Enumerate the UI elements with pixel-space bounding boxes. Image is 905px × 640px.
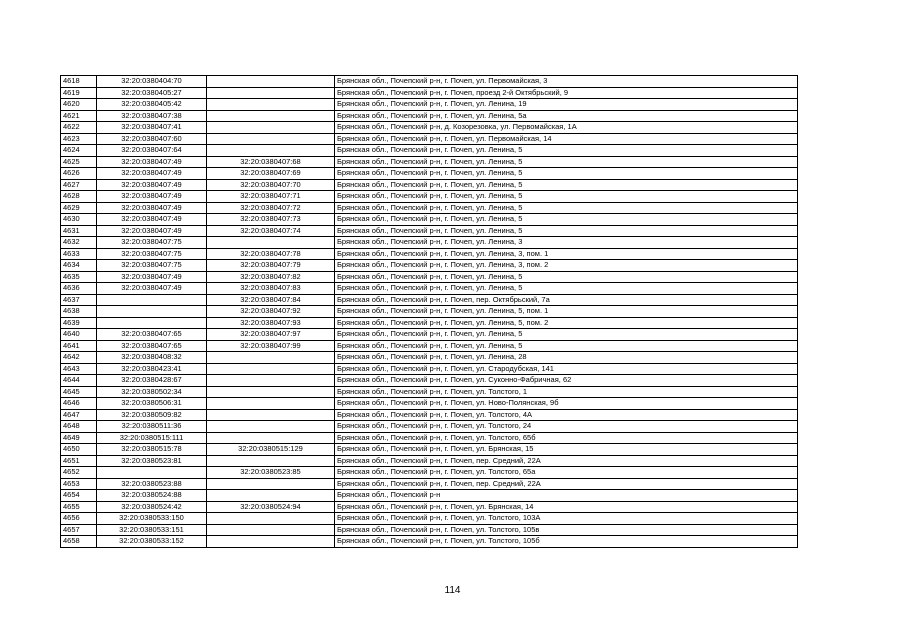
- table-row: [61, 271, 798, 283]
- related-cadastral-number-cell: 32:20:0380407:82: [207, 271, 335, 283]
- address-cell: Брянская обл., Почепский р-н, г. Почеп, ул. Ленина, 5: [335, 225, 798, 237]
- table-row: [61, 202, 798, 214]
- cadastral-number-cell: [97, 306, 207, 318]
- table-row: [61, 409, 798, 421]
- related-cadastral-number-cell: [207, 145, 335, 157]
- address-cell: Брянская обл., Почепский р-н, г. Почеп, ул. Ленина, 3, пом. 1: [335, 248, 798, 260]
- related-cadastral-number-cell: 32:20:0380407:84: [207, 294, 335, 306]
- table-row: [61, 352, 798, 364]
- row-number-cell: 4642: [61, 352, 97, 364]
- table-row: [61, 283, 798, 295]
- row-number-cell: 4626: [61, 168, 97, 180]
- cadastral-number-cell: 32:20:0380428:67: [97, 375, 207, 387]
- address-cell: Брянская обл., Почепский р-н, г. Почеп, ул. Ново-Полянская, 9б: [335, 398, 798, 410]
- cadastral-number-cell: 32:20:0380407:41: [97, 122, 207, 134]
- related-cadastral-number-cell: [207, 490, 335, 502]
- table-row: [61, 478, 798, 490]
- address-cell: Брянская обл., Почепский р-н, г. Почеп, ул. Ленина, 5, пом. 1: [335, 306, 798, 318]
- cadastral-number-cell: 32:20:0380405:42: [97, 99, 207, 111]
- related-cadastral-number-cell: [207, 363, 335, 375]
- row-number-cell: 4631: [61, 225, 97, 237]
- table-row: [61, 524, 798, 536]
- related-cadastral-number-cell: [207, 409, 335, 421]
- related-cadastral-number-cell: 32:20:0380407:83: [207, 283, 335, 295]
- address-cell: Брянская обл., Почепский р-н, г. Почеп, ул. Ленина, 5: [335, 202, 798, 214]
- table-row: [61, 237, 798, 249]
- row-number-cell: 4640: [61, 329, 97, 341]
- row-number-cell: 4632: [61, 237, 97, 249]
- table-row: [61, 110, 798, 122]
- row-number-cell: 4634: [61, 260, 97, 272]
- table-row: [61, 133, 798, 145]
- cadastral-number-cell: 32:20:0380407:49: [97, 225, 207, 237]
- address-cell: Брянская обл., Почепский р-н, г. Почеп, ул. Толстого, 65б: [335, 432, 798, 444]
- page-number: 114: [444, 585, 461, 596]
- address-cell: Брянская обл., Почепский р-н, г. Почеп, ул. Ленина, 5: [335, 168, 798, 180]
- address-cell: Брянская обл., Почепский р-н, г. Почеп, ул. Толстого, 105в: [335, 524, 798, 536]
- row-number-cell: 4643: [61, 363, 97, 375]
- table-row: [61, 306, 798, 318]
- address-cell: Брянская обл., Почепский р-н, г. Почеп, ул. Брянская, 14: [335, 501, 798, 513]
- related-cadastral-number-cell: 32:20:0380407:97: [207, 329, 335, 341]
- cadastral-number-cell: 32:20:0380423:41: [97, 363, 207, 375]
- cadastral-number-cell: 32:20:0380407:65: [97, 329, 207, 341]
- address-cell: Брянская обл., Почепский р-н, г. Почеп, ул. Ленина, 5: [335, 191, 798, 203]
- cadastral-number-cell: 32:20:0380407:49: [97, 283, 207, 295]
- related-cadastral-number-cell: [207, 110, 335, 122]
- related-cadastral-number-cell: 32:20:0380515:129: [207, 444, 335, 456]
- address-cell: Брянская обл., Почепский р-н, г. Почеп, ул. Ленина, 19: [335, 99, 798, 111]
- cadastral-number-cell: 32:20:0380407:49: [97, 156, 207, 168]
- cadastral-number-cell: 32:20:0380407:49: [97, 202, 207, 214]
- related-cadastral-number-cell: 32:20:0380407:68: [207, 156, 335, 168]
- row-number-cell: 4622: [61, 122, 97, 134]
- address-cell: Брянская обл., Почепский р-н, г. Почеп, ул. Толстого, 103А: [335, 513, 798, 525]
- row-number-cell: 4638: [61, 306, 97, 318]
- address-cell: Брянская обл., Почепский р-н, г. Почеп, ул. Ленина, 5: [335, 156, 798, 168]
- address-cell: Брянская обл., Почепский р-н, г. Почеп, ул. Ленина, 5: [335, 329, 798, 341]
- cadastral-number-cell: [97, 467, 207, 479]
- row-number-cell: 4644: [61, 375, 97, 387]
- row-number-cell: 4657: [61, 524, 97, 536]
- address-cell: Брянская обл., Почепский р-н, г. Почеп, ул. Ленина, 5: [335, 271, 798, 283]
- related-cadastral-number-cell: 32:20:0380407:78: [207, 248, 335, 260]
- cadastral-number-cell: 32:20:0380407:65: [97, 340, 207, 352]
- cadastral-number-cell: 32:20:0380407:49: [97, 191, 207, 203]
- address-cell: Брянская обл., Почепский р-н, г. Почеп, ул. Толстого, 4А: [335, 409, 798, 421]
- table-row: [61, 329, 798, 341]
- table-row: [61, 225, 798, 237]
- address-cell: Брянская обл., Почепский р-н, г. Почеп, ул. Ленина, 5, пом. 2: [335, 317, 798, 329]
- cadastral-number-cell: [97, 317, 207, 329]
- cadastral-number-cell: 32:20:0380407:75: [97, 237, 207, 249]
- table-row: [61, 432, 798, 444]
- table-row: [61, 421, 798, 433]
- table-row: [61, 467, 798, 479]
- related-cadastral-number-cell: 32:20:0380407:70: [207, 179, 335, 191]
- table-row: [61, 317, 798, 329]
- address-cell: Брянская обл., Почепский р-н, д. Козорезовка, ул. Первомайская, 1А: [335, 122, 798, 134]
- address-cell: Брянская обл., Почепский р-н, г. Почеп, ул. Брянская, 15: [335, 444, 798, 456]
- address-cell: Брянская обл., Почепский р-н, г. Почеп, ул. Ленина, 5: [335, 340, 798, 352]
- table-row: [61, 501, 798, 513]
- table-row: [61, 191, 798, 203]
- related-cadastral-number-cell: [207, 524, 335, 536]
- related-cadastral-number-cell: 32:20:0380523:85: [207, 467, 335, 479]
- address-cell: Брянская обл., Почепский р-н, г. Почеп, пер. Средний, 22А: [335, 455, 798, 467]
- row-number-cell: 4651: [61, 455, 97, 467]
- related-cadastral-number-cell: [207, 421, 335, 433]
- cadastral-number-cell: 32:20:0380407:38: [97, 110, 207, 122]
- cadastral-number-cell: 32:20:0380407:75: [97, 260, 207, 272]
- cadastral-number-cell: [97, 294, 207, 306]
- row-number-cell: 4655: [61, 501, 97, 513]
- table-row: [61, 99, 798, 111]
- address-cell: Брянская обл., Почепский р-н: [335, 490, 798, 502]
- row-number-cell: 4645: [61, 386, 97, 398]
- related-cadastral-number-cell: [207, 375, 335, 387]
- cadastral-number-cell: 32:20:0380515:111: [97, 432, 207, 444]
- row-number-cell: 4646: [61, 398, 97, 410]
- row-number-cell: 4628: [61, 191, 97, 203]
- related-cadastral-number-cell: [207, 386, 335, 398]
- row-number-cell: 4624: [61, 145, 97, 157]
- related-cadastral-number-cell: [207, 99, 335, 111]
- related-cadastral-number-cell: 32:20:0380407:69: [207, 168, 335, 180]
- related-cadastral-number-cell: 32:20:0380407:74: [207, 225, 335, 237]
- related-cadastral-number-cell: [207, 455, 335, 467]
- related-cadastral-number-cell: [207, 398, 335, 410]
- cadastral-number-cell: 32:20:0380405:27: [97, 87, 207, 99]
- cadastral-number-cell: 32:20:0380523:88: [97, 478, 207, 490]
- row-number-cell: 4654: [61, 490, 97, 502]
- cadastral-number-cell: 32:20:0380511:36: [97, 421, 207, 433]
- table-row: [61, 214, 798, 226]
- row-number-cell: 4649: [61, 432, 97, 444]
- table-row: [61, 122, 798, 134]
- address-cell: Брянская обл., Почепский р-н, г. Почеп, ул. Ленина, 5: [335, 179, 798, 191]
- cadastral-number-cell: 32:20:0380407:49: [97, 214, 207, 226]
- address-cell: Брянская обл., Почепский р-н, г. Почеп, пер. Октябрьский, 7а: [335, 294, 798, 306]
- related-cadastral-number-cell: 32:20:0380407:71: [207, 191, 335, 203]
- address-cell: Брянская обл., Почепский р-н, г. Почеп, ул. Первомайская, 14: [335, 133, 798, 145]
- address-cell: Брянская обл., Почепский р-н, г. Почеп, ул. Ленина, 5: [335, 214, 798, 226]
- row-number-cell: 4647: [61, 409, 97, 421]
- row-number-cell: 4630: [61, 214, 97, 226]
- row-number-cell: 4635: [61, 271, 97, 283]
- row-number-cell: 4618: [61, 76, 97, 88]
- address-cell: Брянская обл., Почепский р-н, г. Почеп, пер. Средний, 22А: [335, 478, 798, 490]
- row-number-cell: 4633: [61, 248, 97, 260]
- address-cell: Брянская обл., Почепский р-н, г. Почеп, ул. Толстого, 24: [335, 421, 798, 433]
- row-number-cell: 4636: [61, 283, 97, 295]
- table-row: [61, 87, 798, 99]
- table-row: [61, 490, 798, 502]
- table-row: [61, 156, 798, 168]
- related-cadastral-number-cell: 32:20:0380407:99: [207, 340, 335, 352]
- cadastral-number-cell: 32:20:0380509:82: [97, 409, 207, 421]
- related-cadastral-number-cell: [207, 76, 335, 88]
- table-row: [61, 536, 798, 548]
- table-row: [61, 444, 798, 456]
- table-row: [61, 398, 798, 410]
- table-row: [61, 76, 798, 88]
- row-number-cell: 4641: [61, 340, 97, 352]
- table-row: [61, 386, 798, 398]
- cadastral-number-cell: 32:20:0380533:151: [97, 524, 207, 536]
- cadastral-number-cell: 32:20:0380407:60: [97, 133, 207, 145]
- cadastral-number-cell: 32:20:0380407:75: [97, 248, 207, 260]
- related-cadastral-number-cell: 32:20:0380407:93: [207, 317, 335, 329]
- related-cadastral-number-cell: 32:20:0380407:92: [207, 306, 335, 318]
- related-cadastral-number-cell: [207, 133, 335, 145]
- related-cadastral-number-cell: [207, 237, 335, 249]
- row-number-cell: 4652: [61, 467, 97, 479]
- cadastral-number-cell: 32:20:0380523:81: [97, 455, 207, 467]
- cadastral-number-cell: 32:20:0380407:49: [97, 168, 207, 180]
- table-row: [61, 363, 798, 375]
- cadastral-number-cell: 32:20:0380524:42: [97, 501, 207, 513]
- cadastral-number-cell: 32:20:0380533:150: [97, 513, 207, 525]
- address-cell: Брянская обл., Почепский р-н, г. Почеп, ул. Ленина, 3, пом. 2: [335, 260, 798, 272]
- row-number-cell: 4629: [61, 202, 97, 214]
- related-cadastral-number-cell: [207, 478, 335, 490]
- related-cadastral-number-cell: 32:20:0380524:94: [207, 501, 335, 513]
- table-row: [61, 375, 798, 387]
- row-number-cell: 4637: [61, 294, 97, 306]
- cadastral-number-cell: 32:20:0380408:32: [97, 352, 207, 364]
- row-number-cell: 4621: [61, 110, 97, 122]
- table-row: [61, 513, 798, 525]
- address-cell: Брянская обл., Почепский р-н, г. Почеп, ул. Ленина, 5а: [335, 110, 798, 122]
- row-number-cell: 4639: [61, 317, 97, 329]
- address-cell: Брянская обл., Почепский р-н, г. Почеп, ул. Ленина, 28: [335, 352, 798, 364]
- row-number-cell: 4625: [61, 156, 97, 168]
- cadastral-number-cell: 32:20:0380506:31: [97, 398, 207, 410]
- cadastral-number-cell: 32:20:0380407:49: [97, 179, 207, 191]
- related-cadastral-number-cell: [207, 352, 335, 364]
- related-cadastral-number-cell: 32:20:0380407:73: [207, 214, 335, 226]
- row-number-cell: 4623: [61, 133, 97, 145]
- address-cell: Брянская обл., Почепский р-н, г. Почеп, ул. Ленина, 5: [335, 145, 798, 157]
- row-number-cell: 4620: [61, 99, 97, 111]
- table-row: [61, 248, 798, 260]
- cadastral-number-cell: 32:20:0380515:78: [97, 444, 207, 456]
- row-number-cell: 4650: [61, 444, 97, 456]
- table-row: [61, 168, 798, 180]
- cadastral-number-cell: 32:20:0380407:64: [97, 145, 207, 157]
- table-row: [61, 145, 798, 157]
- related-cadastral-number-cell: [207, 122, 335, 134]
- cadastral-number-cell: 32:20:0380407:49: [97, 271, 207, 283]
- row-number-cell: 4619: [61, 87, 97, 99]
- address-cell: Брянская обл., Почепский р-н, г. Почеп, проезд 2-й Октябрьский, 9: [335, 87, 798, 99]
- related-cadastral-number-cell: [207, 536, 335, 548]
- table-row: [61, 179, 798, 191]
- cadastral-number-cell: 32:20:0380533:152: [97, 536, 207, 548]
- row-number-cell: 4658: [61, 536, 97, 548]
- related-cadastral-number-cell: 32:20:0380407:72: [207, 202, 335, 214]
- address-cell: Брянская обл., Почепский р-н, г. Почеп, ул. Толстого, 1: [335, 386, 798, 398]
- registry-table: [60, 75, 798, 548]
- related-cadastral-number-cell: [207, 87, 335, 99]
- cadastral-number-cell: 32:20:0380524:88: [97, 490, 207, 502]
- table-row: [61, 340, 798, 352]
- registry-table-body: [61, 76, 798, 548]
- address-cell: Брянская обл., Почепский р-н, г. Почеп, ул. Толстого, 105б: [335, 536, 798, 548]
- cadastral-number-cell: 32:20:0380502:34: [97, 386, 207, 398]
- cadastral-number-cell: 32:20:0380404:70: [97, 76, 207, 88]
- address-cell: Брянская обл., Почепский р-н, г. Почеп, ул. Стародубская, 141: [335, 363, 798, 375]
- related-cadastral-number-cell: [207, 513, 335, 525]
- address-cell: Брянская обл., Почепский р-н, г. Почеп, ул. Ленина, 3: [335, 237, 798, 249]
- address-cell: Брянская обл., Почепский р-н, г. Почеп, ул. Ленина, 5: [335, 283, 798, 295]
- row-number-cell: 4627: [61, 179, 97, 191]
- table-row: [61, 260, 798, 272]
- address-cell: Брянская обл., Почепский р-н, г. Почеп, ул. Первомайская, 3: [335, 76, 798, 88]
- related-cadastral-number-cell: 32:20:0380407:79: [207, 260, 335, 272]
- address-cell: Брянская обл., Почепский р-н, г. Почеп, ул. Толстого, 65а: [335, 467, 798, 479]
- table-row: [61, 455, 798, 467]
- row-number-cell: 4653: [61, 478, 97, 490]
- address-cell: Брянская обл., Почепский р-н, г. Почеп, ул. Суконно-Фабричная, 62: [335, 375, 798, 387]
- row-number-cell: 4656: [61, 513, 97, 525]
- related-cadastral-number-cell: [207, 432, 335, 444]
- table-row: [61, 294, 798, 306]
- row-number-cell: 4648: [61, 421, 97, 433]
